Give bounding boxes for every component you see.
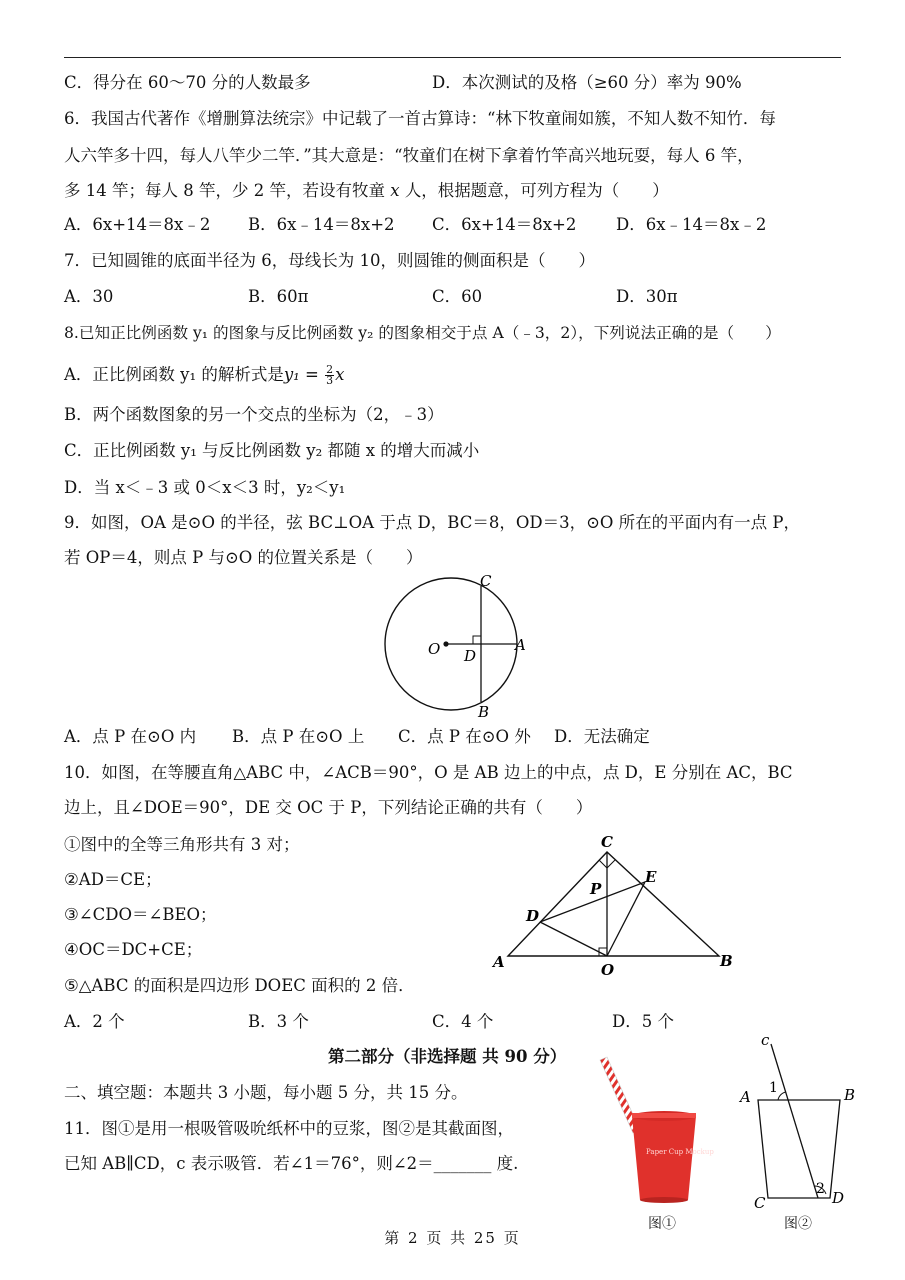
label-o: O bbox=[428, 640, 441, 658]
q9-option-d: D．无法确定 bbox=[554, 727, 650, 746]
q8-option-d: D．当 x＜﹣3 或 0＜x＜3 时，y₂＜y₁ bbox=[64, 478, 346, 497]
label-c: C bbox=[601, 833, 613, 851]
right-angle-mark bbox=[473, 636, 481, 644]
label-d: D bbox=[526, 907, 540, 925]
q10-statement-4: ④OC＝DC+CE； bbox=[64, 940, 203, 959]
label-a: A bbox=[515, 636, 526, 654]
part2-title: 第二部分（非选择题 共 90 分） bbox=[328, 1047, 567, 1066]
header-rule bbox=[64, 57, 841, 58]
cup-base bbox=[640, 1197, 688, 1203]
q8-option-c: C．正比例函数 y₁ 与反比例函数 y₂ 都随 x 的增大而减小 bbox=[64, 441, 480, 460]
q10-statement-5: ⑤△ABC 的面积是四边形 DOEC 面积的 2 倍． bbox=[64, 976, 415, 995]
label-angle-2: 2 bbox=[816, 1181, 825, 1197]
q9-option-c: C．点 P 在⊙O 外 bbox=[398, 727, 531, 746]
q10-statement-1: ①图中的全等三角形共有 3 对； bbox=[64, 835, 300, 854]
section-fill-in-heading: 二、填空题：本题共 3 小题，每小题 5 分，共 15 分。 bbox=[64, 1083, 468, 1102]
cup-print-text: Paper Cup Mockup bbox=[646, 1148, 714, 1156]
cup-cross-section-figure bbox=[736, 1030, 866, 1210]
label-a: A bbox=[740, 1088, 751, 1106]
cup-body bbox=[632, 1116, 696, 1200]
q6-option-b: B．6x﹣14＝8x+2 bbox=[248, 215, 395, 234]
page-footer: 第 2 页 共 25 页 bbox=[384, 1229, 521, 1247]
label-b: B bbox=[478, 703, 490, 721]
fig2-caption: 图② bbox=[784, 1216, 812, 1232]
q10-stem-line1: 10．如图，在等腰直角△ABC 中，∠ACB＝90°，O 是 AB 边上的中点，点 D，E 分别在 AC，BC bbox=[64, 763, 793, 782]
q9-option-a: A．点 P 在⊙O 内 bbox=[64, 727, 197, 746]
cup-lip bbox=[632, 1113, 696, 1118]
q7-option-c: C．60 bbox=[432, 287, 483, 306]
q10-option-d: D．5 个 bbox=[612, 1012, 674, 1031]
label-o: O bbox=[601, 961, 615, 979]
q8-stem: 8.已知正比例函数 y₁ 的图象与反比例函数 y₂ 的图象相交于点 A（﹣3，2），下列说法正确的是（ ） bbox=[64, 324, 781, 342]
segment-eo bbox=[607, 882, 645, 956]
label-d: D bbox=[832, 1189, 845, 1207]
q10-triangle-figure bbox=[488, 830, 738, 978]
q6-option-a: A．6x+14＝8x﹣2 bbox=[64, 215, 211, 234]
label-e: E bbox=[645, 868, 657, 886]
q7-option-d: D．30π bbox=[616, 287, 678, 306]
q9-stem-line2: 若 OP＝4，则点 P 与⊙O 的位置关系是（ ） bbox=[64, 548, 423, 567]
angle-1-arc bbox=[778, 1092, 786, 1100]
q10-stem-line2: 边上，且∠DOE＝90°，DE 交 OC 于 P，下列结论正确的共有（ ） bbox=[64, 798, 593, 817]
center-dot bbox=[443, 641, 448, 646]
q10-statement-3: ③∠CDO＝∠BEO； bbox=[64, 905, 217, 924]
q9-stem-line1: 9．如图，OA 是⊙O 的半径，弦 BC⊥OA 于点 D，BC＝8，OD＝3，⊙O 所在的平面内有一点 P， bbox=[64, 513, 801, 532]
q5-option-c: C．得分在 60～70 分的人数最多 bbox=[64, 73, 311, 92]
label-c: C bbox=[480, 572, 492, 590]
q8-option-a: A．正比例函数 y₁ 的解析式是y₁ = $\frac{2}{3}$ x bbox=[64, 363, 345, 387]
label-b: B bbox=[720, 952, 733, 970]
label-p: P bbox=[590, 880, 602, 898]
q7-option-b: B．60π bbox=[248, 287, 309, 306]
q8-option-b: B．两个函数图象的另一个交点的坐标为（2，﹣3） bbox=[64, 405, 444, 424]
q11-stem-line2: 已知 AB∥CD，c 表示吸管．若∠1＝76°，则∠2＝_______ 度. bbox=[64, 1154, 519, 1173]
q10-statement-2: ②AD＝CE； bbox=[64, 870, 162, 889]
triangle-abc bbox=[508, 852, 719, 956]
fraction-two-thirds: $\frac{2}{3}$ bbox=[326, 363, 334, 387]
segment-do bbox=[540, 922, 607, 956]
fig1-caption: 图① bbox=[648, 1216, 676, 1232]
q10-option-c: C．4 个 bbox=[432, 1012, 494, 1031]
straw-line-c bbox=[771, 1044, 818, 1198]
label-c-line: c bbox=[761, 1031, 770, 1049]
trapezoid-abcd bbox=[758, 1100, 840, 1198]
q6-option-c: C．6x+14＝8x+2 bbox=[432, 215, 577, 234]
q10-option-a: A．2 个 bbox=[64, 1012, 125, 1031]
q7-stem: 7．已知圆锥的底面半径为 6，母线长为 10，则圆锥的侧面积是（ ） bbox=[64, 251, 595, 270]
q6-stem-line2: 人六竿多十四，每人八竿少二竿．”其大意是：“牧童们在树下拿着竹竿高兴地玩耍，每人 6 竿， bbox=[64, 146, 754, 165]
label-angle-1: 1 bbox=[769, 1080, 778, 1096]
q5-option-d: D．本次测试的及格（≥60 分）率为 90% bbox=[432, 73, 742, 92]
label-d: D bbox=[464, 647, 477, 665]
label-a: A bbox=[493, 953, 505, 971]
q10-option-b: B．3 个 bbox=[248, 1012, 309, 1031]
q11-stem-line1: 11．图①是用一根吸管吸吮纸杯中的豆浆，图②是其截面图， bbox=[64, 1119, 514, 1138]
q6-stem-line1: 6．我国古代著作《增删算法统宗》中记载了一首古算诗：“林下牧童闹如簇，不知人数不知竹．每 bbox=[64, 109, 776, 128]
label-c-vertex: C bbox=[754, 1194, 766, 1212]
q6-option-d: D．6x﹣14＝8x﹣2 bbox=[616, 215, 767, 234]
paper-cup-image bbox=[596, 1056, 714, 1206]
q9-circle-figure bbox=[370, 572, 540, 722]
q9-option-b: B．点 P 在⊙O 上 bbox=[232, 727, 365, 746]
q6-stem-line3: 多 14 竿；每人 8 竿，少 2 竿，若设有牧童 x 人，根据题意，可列方程为（ ） bbox=[64, 181, 669, 200]
label-b: B bbox=[844, 1086, 856, 1104]
q7-option-a: A．30 bbox=[64, 287, 114, 306]
